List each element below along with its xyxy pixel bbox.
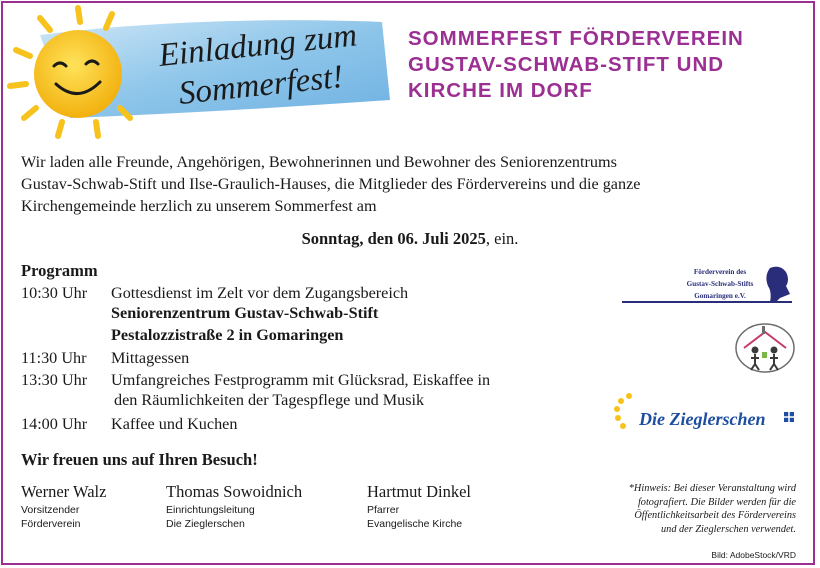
intro-line: Kirchengemeinde herzlich zu unserem Sommerfest am <box>21 197 377 215</box>
program-time: 14:00 Uhr <box>21 415 88 433</box>
program-heading: Programm <box>21 261 98 280</box>
notice-line: *Hinweis: Bei dieser Veranstaltung wird <box>628 483 796 494</box>
event-date-suffix: , ein. <box>485 229 519 248</box>
program-text: Umfangreiches Festprogramm mit Glücksrad, Eiskaffee in <box>111 371 491 389</box>
event-date <box>0 229 820 249</box>
program-location: Pestalozzistraße 2 in Gomaringen <box>111 326 344 344</box>
zieglerschen-name: Die Zieglerschen <box>639 409 766 429</box>
foerderverein-text: Förderverein des <box>693 268 747 276</box>
signatory <box>367 482 471 531</box>
foerderverein-logo <box>620 262 796 312</box>
notice-line: und der Zieglerschen verwendet. <box>661 523 796 535</box>
page-title <box>408 26 808 104</box>
signatory-role: Pfarrer <box>367 504 400 516</box>
signatory-role: Einrichtungsleitung <box>166 504 255 516</box>
event-date-bold: Sonntag, den 06. Juli 2025 <box>301 229 486 248</box>
sun-banner-illustration <box>0 0 400 140</box>
image-credit: Bild: AdobeStock/VRD <box>711 550 796 560</box>
program-item <box>21 369 490 391</box>
banner-script-line1: Einladung zum <box>157 17 359 74</box>
intro-line: Wir laden alle Freunde, Angehörigen, Bewohnerinnen und Bewohner des Seniorenzentrums <box>21 153 617 171</box>
program-item <box>21 282 408 304</box>
signatory-name: Thomas Sowoidnich <box>166 482 303 501</box>
program-location: Seniorenzentrum Gustav-Schwab-Stift <box>111 304 379 322</box>
sun-icon <box>34 30 122 118</box>
banner-script-line2: Sommerfest! <box>177 58 345 112</box>
program-continuation: den Räumlichkeiten der Tagespflege und Musik <box>114 391 425 409</box>
program-item <box>21 347 189 369</box>
foerderverein-text: Gustav-Schwab-Stifts <box>686 280 754 288</box>
signatory <box>21 482 106 531</box>
program-text: Mittagessen <box>111 349 190 367</box>
title-line: GUSTAV-SCHWAB-STIFT UND <box>408 53 725 76</box>
portrait-silhouette-icon <box>766 267 790 302</box>
program-time: 10:30 Uhr <box>21 284 88 302</box>
program-text: Kaffee und Kuchen <box>111 415 238 433</box>
welcome-message: Wir freuen uns auf Ihren Besuch! <box>21 450 258 469</box>
program-time: 11:30 Uhr <box>21 349 87 367</box>
program-time: 13:30 Uhr <box>21 371 88 389</box>
signatory <box>166 482 302 531</box>
notice-line: Öffentlichkeitsarbeit des Fördervereins <box>634 510 796 522</box>
photo-notice <box>556 482 796 536</box>
title-line: SOMMERFEST FÖRDERVEREIN <box>408 27 744 50</box>
signatory-role: Vorsitzender <box>21 504 80 516</box>
signatory-org: Förderverein <box>21 517 81 530</box>
program-text: Gottesdienst im Zelt vor dem Zugangsbereich <box>111 284 409 302</box>
program-item <box>21 413 237 435</box>
intro-paragraph <box>21 151 741 217</box>
foerderverein-text: Gomaringen e.V. <box>694 292 746 300</box>
intro-line: Gustav-Schwab-Stift und Ilse-Graulich-Hauses, die Mitglieder des Fördervereins und die ganze <box>21 175 641 193</box>
signatory-org: Evangelische Kirche <box>367 517 463 530</box>
church-community-logo <box>734 322 796 374</box>
signatory-org: Die Zieglerschen <box>166 517 245 530</box>
title-line: KIRCHE IM DORF <box>408 79 593 102</box>
notice-line: fotografiert. Die Bilder werden für die <box>637 496 796 508</box>
signatory-name: Hartmut Dinkel <box>367 482 472 501</box>
signatory-name: Werner Walz <box>21 482 107 501</box>
